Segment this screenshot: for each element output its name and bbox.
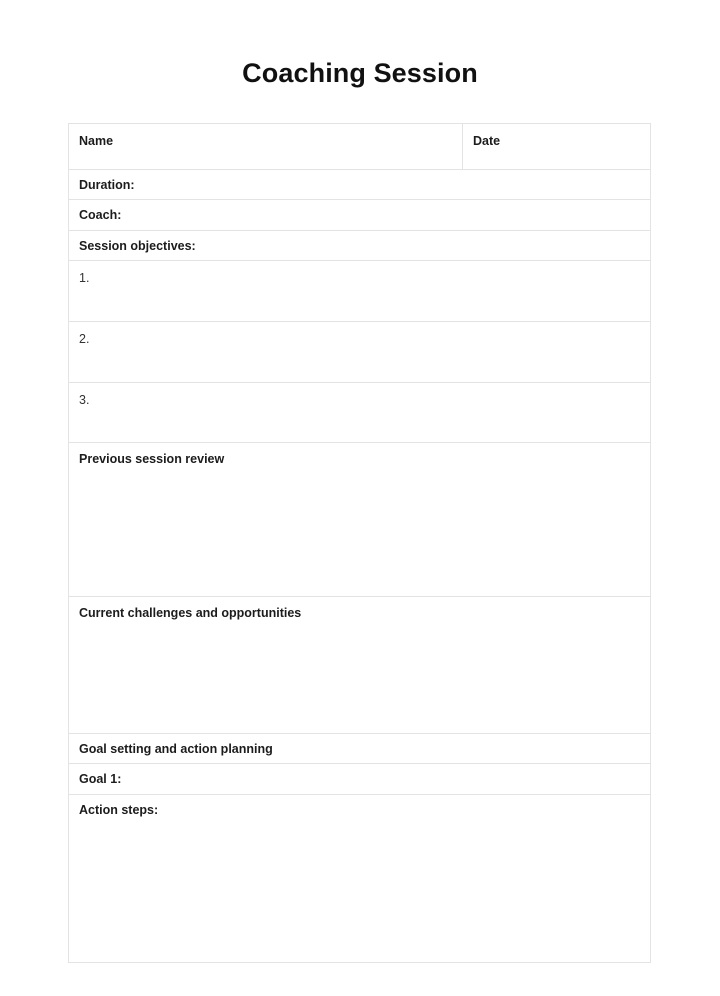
previous-review-field[interactable] bbox=[69, 443, 650, 597]
challenges-label: Current challenges and opportunities bbox=[79, 606, 302, 620]
session-objectives-header bbox=[69, 231, 650, 261]
name-label: Name bbox=[79, 134, 114, 148]
coaching-form bbox=[68, 123, 651, 963]
coach-label: Coach: bbox=[79, 208, 122, 222]
objective-3-field[interactable] bbox=[69, 383, 650, 443]
goal-setting-label: Goal setting and action planning bbox=[79, 742, 273, 756]
goal-1-field[interactable] bbox=[69, 764, 650, 795]
previous-review-label: Previous session review bbox=[79, 452, 225, 466]
objective-1-field[interactable] bbox=[69, 261, 650, 322]
goal-setting-header bbox=[69, 734, 650, 764]
objective-1-number: 1. bbox=[79, 271, 90, 285]
duration-label: Duration: bbox=[79, 178, 135, 192]
goal-1-label: Goal 1: bbox=[79, 772, 122, 786]
objective-3-number: 3. bbox=[79, 393, 90, 407]
date-label: Date bbox=[473, 134, 501, 148]
duration-field[interactable] bbox=[69, 170, 650, 200]
objective-2-number: 2. bbox=[79, 332, 90, 346]
objective-2-field[interactable] bbox=[69, 322, 650, 383]
date-field[interactable] bbox=[463, 124, 652, 169]
name-field[interactable] bbox=[69, 124, 462, 169]
action-steps-label: Action steps: bbox=[79, 803, 159, 817]
page-title: Coaching Session bbox=[242, 58, 478, 88]
session-objectives-label: Session objectives: bbox=[79, 239, 196, 253]
name-date-row bbox=[69, 124, 650, 170]
action-steps-field[interactable] bbox=[69, 795, 650, 962]
challenges-field[interactable] bbox=[69, 597, 650, 734]
coach-field[interactable] bbox=[69, 200, 650, 231]
